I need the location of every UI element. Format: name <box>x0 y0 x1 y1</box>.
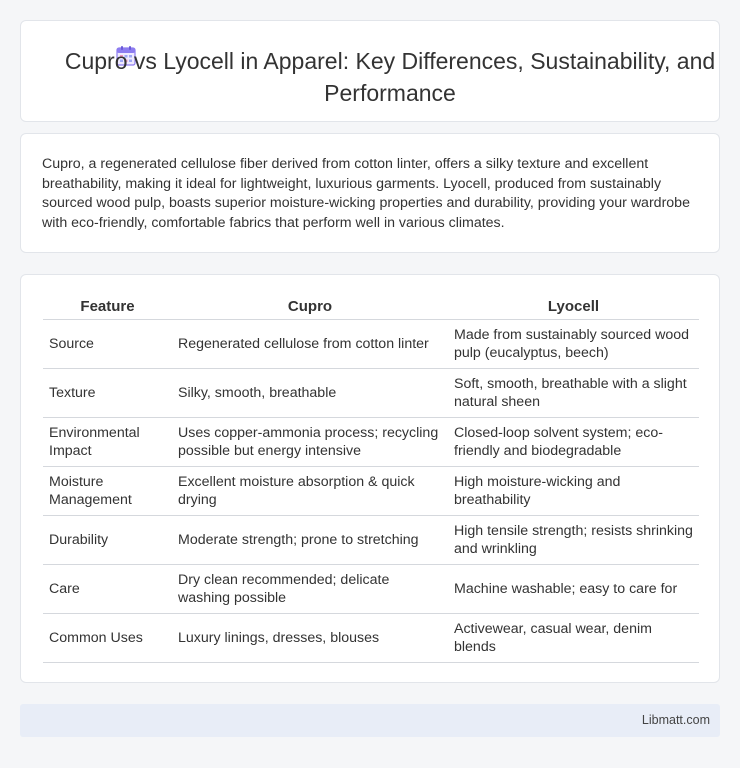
row-feature: Durability <box>43 515 172 564</box>
table-row <box>43 564 699 613</box>
row-cupro: Luxury linings, dresses, blouses <box>172 613 448 662</box>
header-cupro: Cupro <box>172 295 448 319</box>
row-lyocell: Soft, smooth, breathable with a slight natural sheen <box>448 368 699 417</box>
row-cupro: Excellent moisture absorption & quick drying <box>172 466 448 515</box>
header-feature: Feature <box>43 295 172 319</box>
table-row <box>43 515 699 564</box>
row-feature: Source <box>43 319 172 368</box>
row-cupro: Moderate strength; prone to stretching <box>172 515 448 564</box>
row-cupro: Regenerated cellulose from cotton linter <box>172 319 448 368</box>
row-lyocell: Closed-loop solvent system; eco-friendly and biodegradable <box>448 417 699 466</box>
table-header-row <box>43 295 699 319</box>
comparison-card <box>20 274 720 683</box>
row-lyocell: High tensile strength; resists shrinking and wrinkling <box>448 515 699 564</box>
table-row <box>43 319 699 368</box>
intro-card <box>20 133 720 253</box>
table-row <box>43 466 699 515</box>
table-row <box>43 417 699 466</box>
page-title: Cupro vs Lyocell in Apparel: Key Differences, Sustainability, and Performance <box>64 48 716 106</box>
row-lyocell: Made from sustainably sourced wood pulp (eucalyptus, beech) <box>448 319 699 368</box>
row-cupro: Dry clean recommended; delicate washing possible <box>172 564 448 613</box>
table-row <box>43 368 699 417</box>
row-lyocell: High moisture-wicking and breathability <box>448 466 699 515</box>
row-lyocell: Activewear, casual wear, denim blends <box>448 613 699 662</box>
row-lyocell: Machine washable; easy to care for <box>448 564 699 613</box>
row-feature: Texture <box>43 368 172 417</box>
row-feature: Common Uses <box>43 613 172 662</box>
footer-source-link[interactable]: Libmatt.com <box>641 713 710 727</box>
comparison-table <box>43 295 699 663</box>
row-feature: Environmental Impact <box>43 417 172 466</box>
table-row <box>43 613 699 662</box>
title-card <box>20 20 720 122</box>
row-feature: Care <box>43 564 172 613</box>
row-cupro: Uses copper-ammonia process; recycling possible but energy intensive <box>172 417 448 466</box>
row-cupro: Silky, smooth, breathable <box>172 368 448 417</box>
intro-paragraph: Cupro, a regenerated cellulose fiber derived from cotton linter, offers a silky texture and excellent breathability, making it ideal for lightweight, luxurious garments. Lyocell, produced from sustainably sourced wood pulp, boasts superior moisture-wicking properties and durability, providing your wardrobe with eco-friendly, comfortable fabrics that perform well in various climates. <box>42 156 690 231</box>
footer-bar <box>20 704 720 737</box>
row-feature: Moisture Management <box>43 466 172 515</box>
header-lyocell: Lyocell <box>448 295 699 319</box>
